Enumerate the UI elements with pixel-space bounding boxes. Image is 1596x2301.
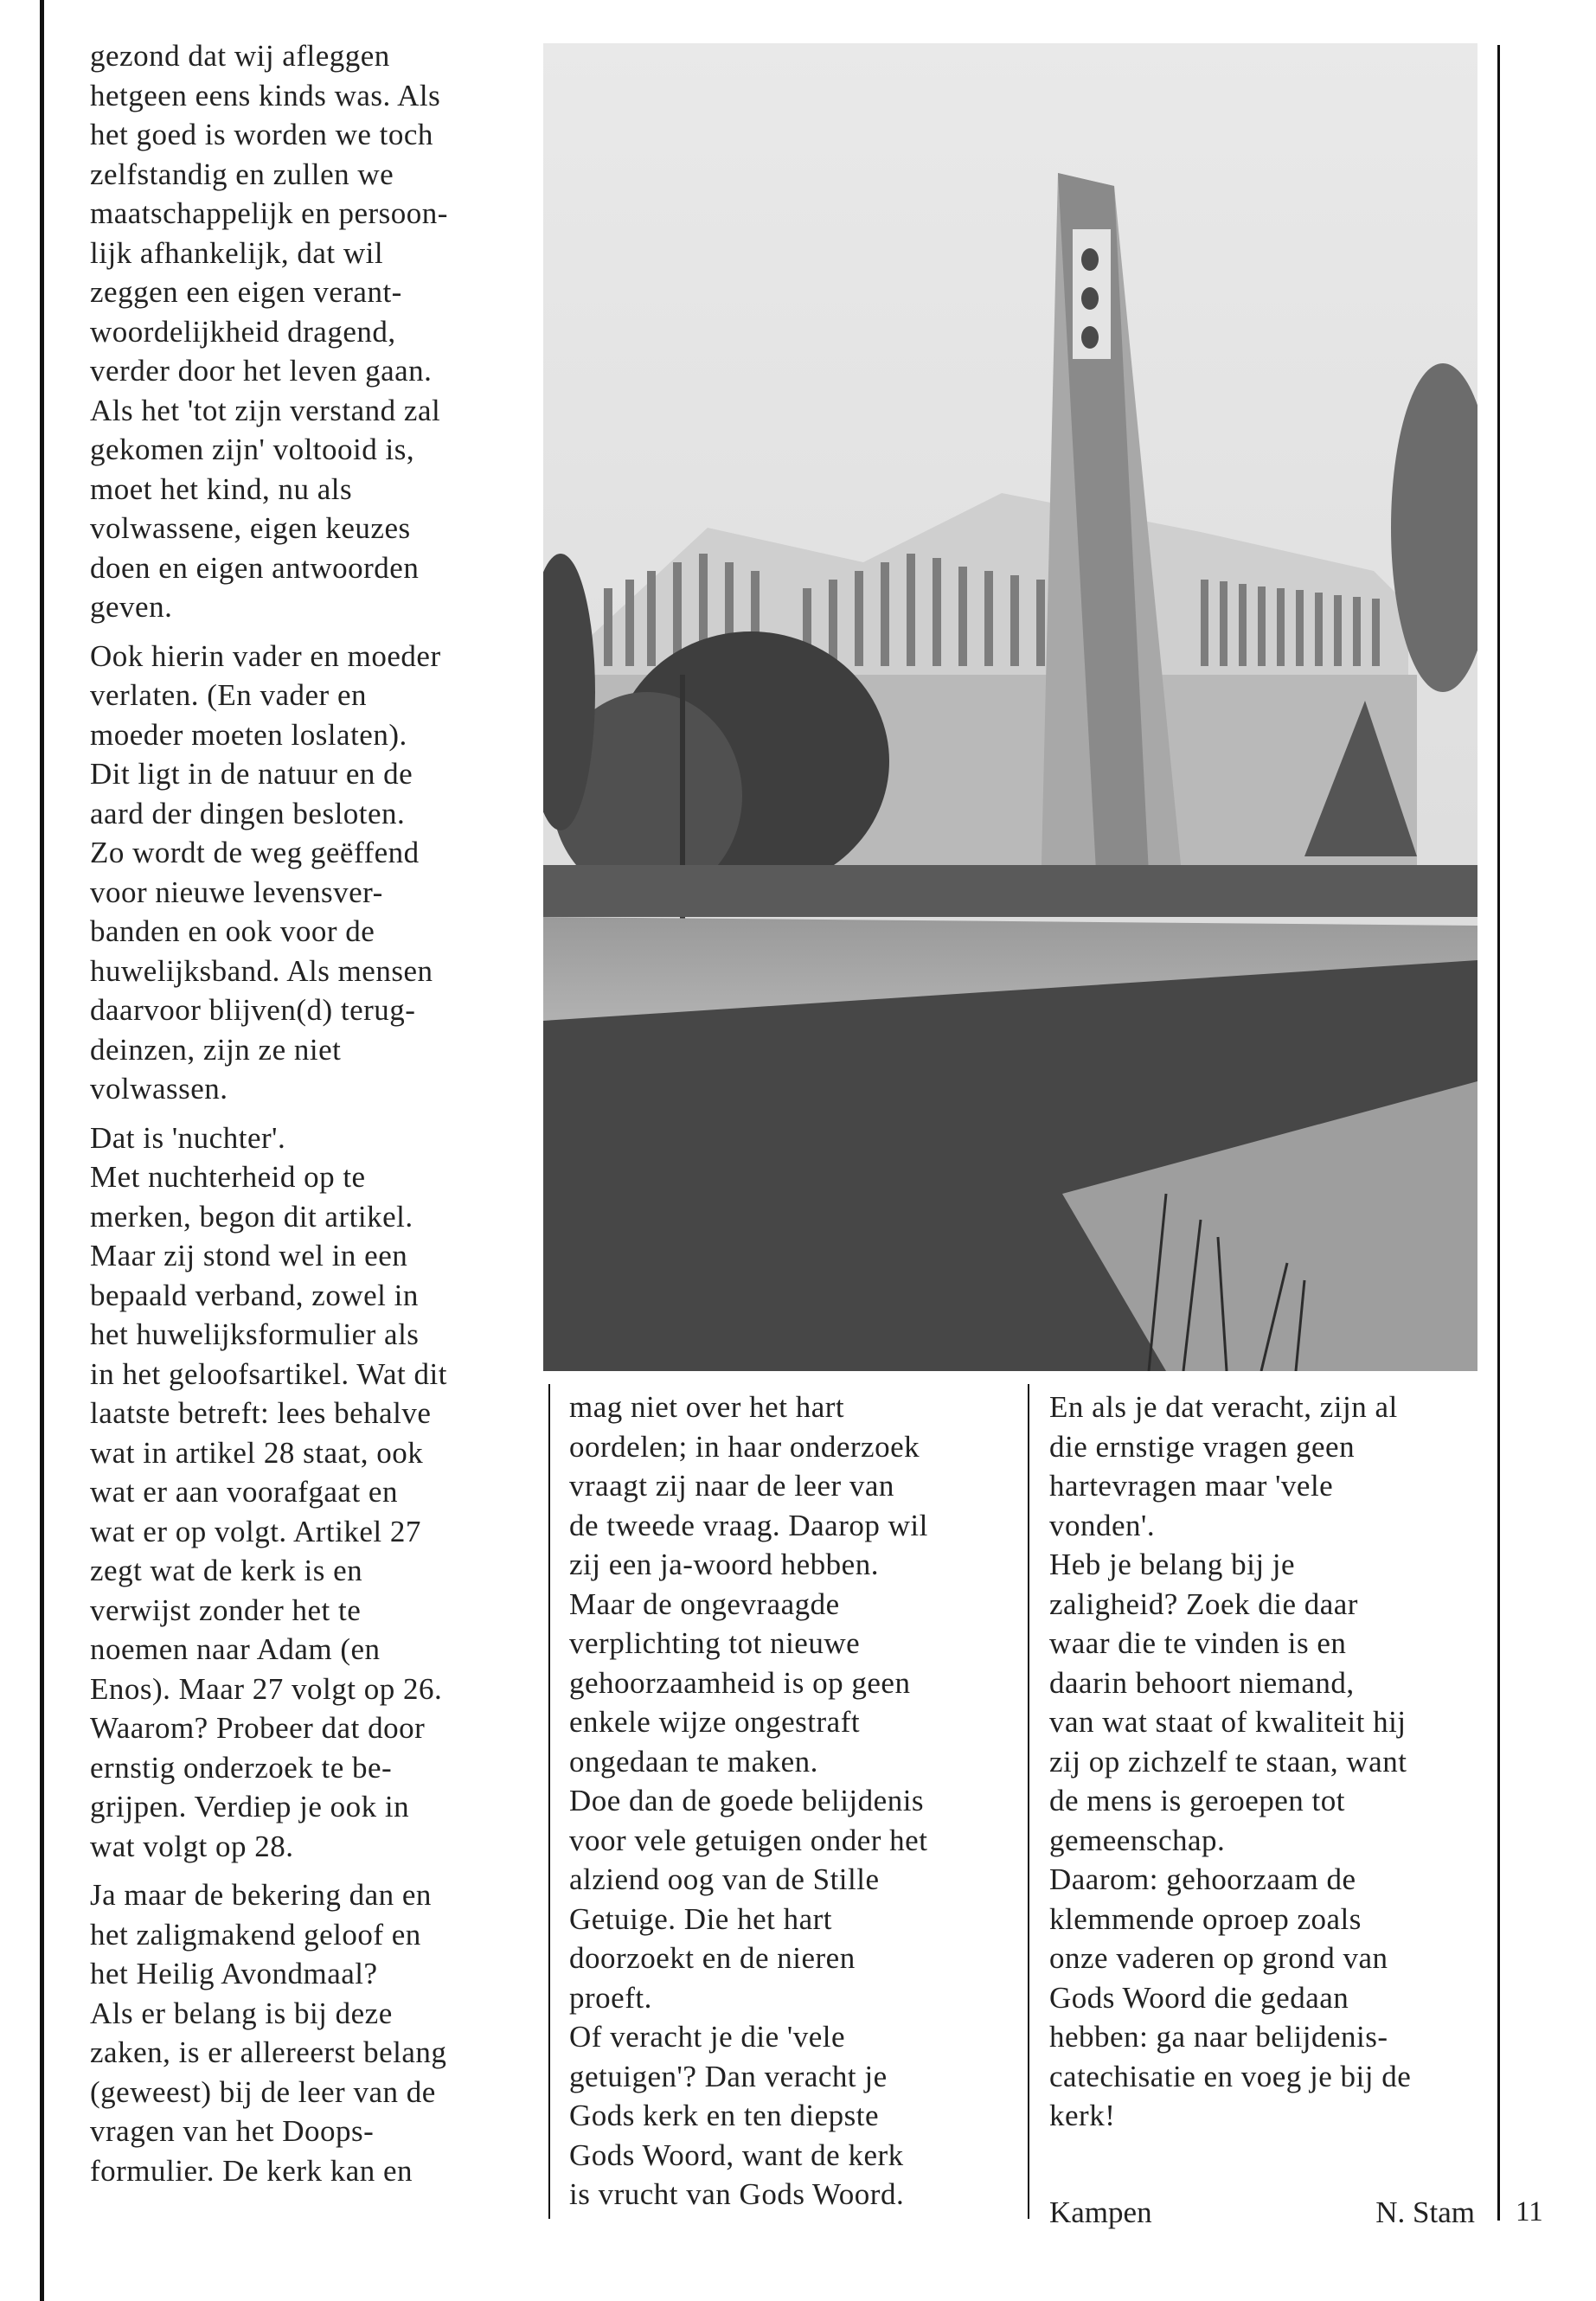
- text-line: Als het 'tot zijn verstand zal: [90, 393, 441, 427]
- column-divider-right-rule: [1028, 1384, 1029, 2219]
- text-line: moeder moeten loslaten).: [90, 717, 407, 752]
- text-line: Enos). Maar 27 volgt op 26.: [90, 1671, 443, 1706]
- text-line: Dit ligt in de natuur en de: [90, 757, 413, 791]
- paragraph: [1049, 1388, 1490, 2136]
- text-line: zelfstandig en zullen we: [90, 157, 394, 191]
- text-line: (geweest) bij de leer van de: [90, 2074, 436, 2109]
- text-line: Dat is 'nuchter'.: [90, 1120, 286, 1155]
- text-line: zaken, is er allereerst belang: [90, 2035, 447, 2069]
- paragraph: [569, 1388, 1023, 2214]
- text-line: het zaligmakend geloof en: [90, 1917, 421, 1952]
- text-line: in het geloofsartikel. Wat dit: [90, 1356, 447, 1391]
- text-line: Of veracht je die 'vele: [569, 2020, 846, 2054]
- church-photo-drawing: [543, 43, 1477, 1371]
- text-line: Gods kerk en ten diepste: [569, 2099, 880, 2132]
- text-line: voor nieuwe levensver-: [90, 875, 383, 909]
- text-line: formulier. De kerk kan en: [90, 2153, 413, 2188]
- text-line: daarin behoort niemand,: [1049, 1665, 1355, 1700]
- text-line: geven.: [90, 590, 173, 624]
- text-line: volwassene, eigen keuzes: [90, 511, 411, 545]
- text-line: grijpen. Verdiep je ook in: [90, 1790, 410, 1823]
- text-line: Met nuchterheid op te: [90, 1160, 366, 1194]
- text-line: zij op zichzelf te staan, want: [1049, 1744, 1407, 1779]
- text-line: Doe dan de goede belijdenis: [569, 1784, 925, 1817]
- text-line: zaligheid? Zoek die daar: [1049, 1586, 1358, 1621]
- text-line: verwijst zonder het te: [90, 1593, 362, 1627]
- text-line: volwassen.: [90, 1072, 228, 1106]
- text-line: Als er belang is bij deze: [90, 1996, 393, 2030]
- signature-place: Kampen: [1049, 2195, 1152, 2229]
- text-line: merken, begon dit artikel.: [90, 1199, 413, 1234]
- text-line: Gods Woord, want de kerk: [569, 2138, 904, 2172]
- text-line: wat er aan voorafgaat en: [90, 1475, 398, 1509]
- text-line: getuigen'? Dan veracht je: [569, 2059, 888, 2093]
- text-line: En als je dat veracht, zijn al: [1049, 1390, 1398, 1424]
- text-line: Daarom: gehoorzaam de: [1049, 1862, 1356, 1896]
- text-line: hetgeen eens kinds was. Als: [90, 78, 441, 112]
- text-line: de tweede vraag. Daarop wil: [569, 1508, 928, 1542]
- text-line: enkele wijze ongestraft: [569, 1705, 861, 1739]
- text-line: aard der dingen besloten.: [90, 796, 406, 830]
- text-line: het huwelijksformulier als: [90, 1317, 420, 1351]
- left-text-column: [90, 36, 540, 2190]
- text-line: vragen van het Doops-: [90, 2114, 375, 2148]
- text-line: wat er op volgt. Artikel 27: [90, 1514, 421, 1548]
- text-line: banden en ook voor de: [90, 914, 375, 948]
- text-line: vraagt zij naar de leer van: [569, 1469, 894, 1503]
- text-line: bepaald verband, zowel in: [90, 1278, 419, 1312]
- text-line: mag niet over het hart: [569, 1390, 845, 1424]
- text-line: kerk!: [1049, 2099, 1116, 2132]
- text-line: oordelen; in haar onderzoek: [569, 1429, 920, 1464]
- text-line: Heb je belang bij je: [1049, 1548, 1296, 1581]
- text-line: gemeenschap.: [1049, 1823, 1226, 1857]
- text-line: onze vaderen op grond van: [1049, 1941, 1388, 1975]
- text-line: klemmende oproep zoals: [1049, 1901, 1362, 1936]
- text-line: catechisatie en voeg je bij de: [1049, 2059, 1412, 2093]
- text-line: hebben: ga naar belijdenis-: [1049, 2020, 1388, 2054]
- text-line: de mens is geroepen tot: [1049, 1784, 1345, 1817]
- text-line: Getuige. Die het hart: [569, 1901, 833, 1936]
- text-line: hartevragen maar 'vele: [1049, 1469, 1334, 1503]
- text-line: lijk afhankelijk, dat wil: [90, 235, 384, 270]
- text-line: gezond dat wij afleggen: [90, 39, 390, 73]
- text-line: huwelijksband. Als mensen: [90, 953, 433, 988]
- text-line: Maar zij stond wel in een: [90, 1239, 408, 1272]
- text-line: doen en eigen antwoorden: [90, 550, 420, 585]
- text-line: die ernstige vragen geen: [1049, 1429, 1356, 1464]
- text-line: moet het kind, nu als: [90, 471, 353, 506]
- text-line: wat volgt op 28.: [90, 1829, 294, 1863]
- photo-right-rule: [1497, 45, 1500, 2221]
- text-line: proeft.: [569, 1980, 652, 2015]
- paragraph: [90, 1118, 540, 1867]
- middle-text-column: [569, 1388, 1023, 2214]
- text-line: laatste betreft: lees behalve: [90, 1396, 432, 1430]
- church-photo: [543, 43, 1477, 1371]
- text-line: daarvoor blijven(d) terug-: [90, 993, 416, 1027]
- text-line: zij een ja-woord hebben.: [569, 1548, 879, 1581]
- text-line: verplichting tot nieuwe: [569, 1626, 861, 1660]
- text-line: vonden'.: [1049, 1508, 1156, 1542]
- text-line: Ja maar de bekering dan en: [90, 1878, 432, 1912]
- text-line: Gods Woord die gedaan: [1049, 1980, 1349, 2015]
- text-line: gekomen zijn' voltooid is,: [90, 433, 415, 466]
- text-line: wat in artikel 28 staat, ook: [90, 1435, 424, 1470]
- text-line: alziend oog van de Stille: [569, 1862, 880, 1896]
- left-margin-rule: [40, 0, 44, 2301]
- text-line: verder door het leven gaan.: [90, 354, 433, 388]
- text-line: van wat staat of kwaliteit hij: [1049, 1705, 1407, 1739]
- text-line: noemen naar Adam (en: [90, 1632, 381, 1666]
- page-number: 11: [1516, 2196, 1543, 2227]
- right-text-column: [1049, 1388, 1490, 2136]
- text-line: ongedaan te maken.: [569, 1744, 818, 1779]
- text-line: het Heilig Avondmaal?: [90, 1957, 378, 1990]
- text-line: gehoorzaamheid is op geen: [569, 1665, 911, 1700]
- paragraph: [90, 637, 540, 1109]
- text-line: Ook hierin vader en moeder: [90, 638, 441, 673]
- text-line: ernstig onderzoek te be-: [90, 1750, 393, 1785]
- column-divider-middle-rule: [548, 1384, 550, 2219]
- text-line: waar die te vinden is en: [1049, 1626, 1347, 1660]
- text-line: doorzoekt en de nieren: [569, 1941, 856, 1975]
- paragraph: [90, 1875, 540, 2190]
- paragraph: [90, 36, 540, 627]
- text-line: deinzen, zijn ze niet: [90, 1032, 342, 1067]
- text-line: het goed is worden we toch: [90, 118, 433, 151]
- signature-author: N. Stam: [1375, 2195, 1475, 2229]
- text-line: is vrucht van Gods Woord.: [569, 2177, 905, 2211]
- text-line: Zo wordt de weg geëffend: [90, 836, 420, 869]
- text-line: maatschappelijk en persoon-: [90, 196, 448, 230]
- text-line: voor vele getuigen onder het: [569, 1823, 928, 1857]
- text-line: woordelijkheid dragend,: [90, 314, 396, 349]
- text-line: verlaten. (En vader en: [90, 678, 368, 712]
- text-line: Maar de ongevraagde: [569, 1586, 840, 1621]
- text-line: zeggen een eigen verant-: [90, 275, 402, 309]
- text-line: Waarom? Probeer dat door: [90, 1711, 426, 1745]
- text-line: zegt wat de kerk is en: [90, 1554, 363, 1587]
